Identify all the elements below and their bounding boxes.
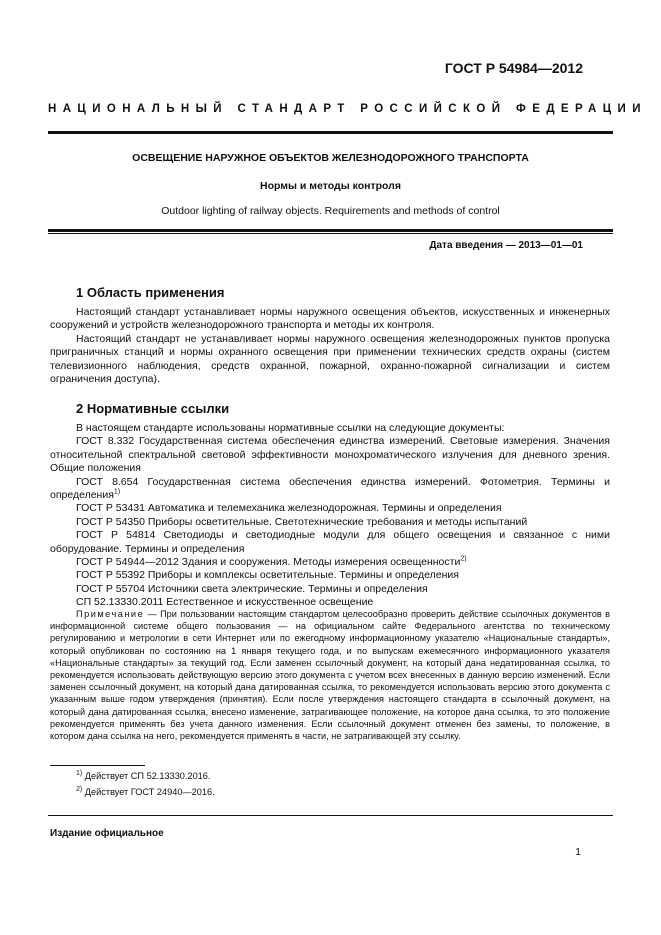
note-block bbox=[50, 608, 610, 742]
section-2-heading: 2 Нормативные ссылки bbox=[76, 401, 230, 416]
reference-item: ГОСТ Р 53431 Автоматика и телемеханика железнодорожная. Термины и определения bbox=[76, 502, 502, 515]
header-rule bbox=[48, 131, 613, 134]
section-1-heading: 1 Область применения bbox=[76, 285, 225, 300]
reference-item: ГОСТ Р 55704 Источники света электрические. Термины и определения bbox=[76, 582, 428, 595]
reference-item: ГОСТ Р 54350 Приборы осветительные. Светотехнические требования и методы испытаний bbox=[76, 515, 528, 528]
footnote-rule bbox=[50, 765, 145, 766]
official-edition-label: Издание официальное bbox=[50, 828, 164, 839]
section-2-body bbox=[50, 422, 610, 610]
reference-item: ГОСТ Р 55392 Приборы и комплексы осветительные. Термины и определения bbox=[76, 569, 459, 582]
page-number: 1 bbox=[575, 846, 581, 858]
national-standard-title: НАЦИОНАЛЬНЫЙ СТАНДАРТ РОССИЙСКОЙ ФЕДЕРАЦИИ bbox=[48, 103, 647, 115]
title-rule-thick bbox=[48, 229, 613, 232]
section-1-paragraph-2: Настоящий стандарт не устанавливает нормы наружного освещения железнодорожных пунктов пропуска приграничных станций и нормы охранного освещения при применении технических средств охраны (систем телевизионного наблюдения, средств охранной, пожарной, охранно-пожарной сигнализации и систем ограничения доступа). bbox=[50, 332, 610, 386]
footnote-mark: 2) bbox=[460, 555, 467, 563]
footer-rule bbox=[48, 815, 613, 816]
footnote-2: $^{2)}$ Действует ГОСТ 24940—2016. bbox=[76, 785, 215, 797]
document-subtitle: Нормы и методы контроля bbox=[260, 180, 401, 192]
section-1-body bbox=[50, 306, 610, 386]
document-title: ОСВЕЩЕНИЕ НАРУЖНОЕ ОБЪЕКТОВ ЖЕЛЕЗНОДОРОЖНОГО ТРАНСПОРТА bbox=[132, 152, 529, 164]
reference-item: ГОСТ 8.654 Государственная система обеспечения единства измерений. Фотометрия. Термины и определения$^{1)}$ bbox=[50, 475, 610, 502]
footnote-1: $^{1)}$ Действует СП 52.13330.2016. bbox=[76, 769, 211, 781]
note-text: — При пользовании настоящим стандартом целесообразно проверить действие ссылочных документов в информационной системе общего пользования — на официальном сайте Федерального агентства по техническому регулированию и метрологии в сети Интернет или по ежегодному информационному указателю «Национальные стандарты», который опубликован по состоянию на 1 января текущего года, и по выпускам ежемесячного информационного указателя «Национальные стандарты» за текущий год. Если заменен ссылочный документ, на который дана недатированная ссылка, то рекомендуется использовать действующую версию этого документа с учетом всех внесенных в данную версию изменений. Если заменен ссылочный документ, на который дана датированная ссылка, то рекомендуется использовать версию этого документа с указанным выше годом утверждения (принятия). Если после утверждения настоящего стандарта в ссылочный документ, на который дана датированная ссылка, внесено изменение, затрагивающее положение, на которое дана ссылка, то это положение рекомендуется применять без учета данного изменения. Если ссылочный документ отменен без замены, то положение, в котором дана ссылка на него, рекомендуется применять в части, не затрагивающей эту ссылку. bbox=[50, 609, 610, 742]
introduction-date: Дата введения — 2013—01—01 bbox=[429, 240, 583, 251]
reference-item: СП 52.13330.2011 Естественное и искусственное освещение bbox=[76, 596, 374, 609]
reference-item: ГОСТ Р 54814 Светодиоды и светодиодные модули для общего освещения и связанное с ними оборудование. Термины и определения bbox=[50, 529, 610, 555]
footnote-mark: 1) bbox=[113, 488, 121, 496]
section-2-intro: В настоящем стандарте использованы нормативные ссылки на следующие документы: bbox=[76, 422, 505, 434]
document-title-english: Outdoor lighting of railway objects. Requirements and methods of control bbox=[161, 205, 500, 217]
reference-item: ГОСТ 8.332 Государственная система обеспечения единства измерений. Световые измерения. Значения относительной спектральной световой эффективности монохроматического излучения для дневного зрения. Общие положения bbox=[50, 435, 610, 475]
standard-number: ГОСТ Р 54984—2012 bbox=[444, 60, 583, 76]
reference-item: ГОСТ Р 54944—2012 Здания и сооружения. Методы измерения освещенности$^{2)}$ bbox=[76, 555, 467, 569]
title-rule-thin bbox=[48, 233, 613, 234]
section-1-paragraph-1: Настоящий стандарт устанавливает нормы наружного освещения объектов, искусственных и инженерных сооружений и устройств железнодорожного транспорта и методы их контроля. bbox=[50, 306, 610, 332]
note-label: Примечание bbox=[76, 609, 145, 619]
